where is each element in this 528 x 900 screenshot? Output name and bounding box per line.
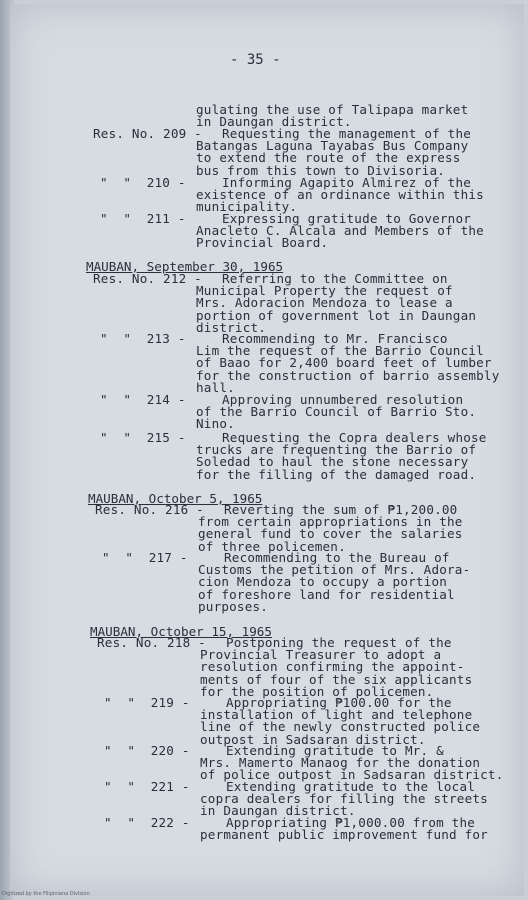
resolution-text-line: ments of four of the six applicants [200,671,473,687]
resolution-text-line: of three policemen. [198,538,346,554]
resolution-text-line: to extend the route of the express [196,150,461,166]
resolution-number: " " 210 - [100,175,186,190]
session-heading: MAUBAN, September 30, 1965 [86,259,284,274]
resolution-text-line: Mrs. Mamerto Manaog for the donation [200,755,481,771]
page-number: - 35 - [230,52,281,68]
resolution-text-line: line of the newly constructed police [200,719,481,735]
resolution-text-line: for the position of policemen. [200,683,434,699]
resolution-text-line: district. [196,319,267,335]
resolution-text-line: Lim the request of the Barrio Council [196,343,484,359]
resolution-text-line: trucks are frequenting the Barrio of [196,442,477,458]
resolution-text-line: Expressing gratitude to Governor [222,211,472,226]
resolution-text-line: portion of government lot in Daungan [196,307,477,323]
resolution-number: " " 221 - [104,779,190,794]
resolution-text-line: Anacleto C. Alcala and Members of the [196,223,484,239]
resolution-text-line: of foreshore land for residential [198,586,455,602]
resolution-text-line: Informing Agapito Almirez of the [222,175,472,190]
resolution-text-line: Requesting the management of the [222,126,472,141]
resolution-number: " " 222 - [104,815,190,830]
resolution-text-line: Provincial Treasurer to adopt a [200,647,442,663]
resolution-text-line: Municipal Property the request of [196,283,453,299]
resolution-text-line: existence of an ordinance within this [196,187,484,203]
resolution-text-line: of police outpost in Sadsaran district. [200,767,504,783]
resolution-text-line: bus from this town to Divisoria. [196,162,446,178]
resolution-text-line: cion Mendoza to occupy a portion [198,574,448,590]
resolution-text-line: Mrs. Adoracion Mendoza to lease a [196,295,453,311]
resolution-number: " " 220 - [104,743,190,758]
resolution-text-line: general fund to cover the salaries [198,526,463,542]
resolution-text-line: of Baao for 2,400 board feet of lumber [196,355,492,371]
resolution-number: " " 217 - [102,550,188,565]
continued-text-line: in Daungan district. [196,114,352,130]
resolution-text-line: hall. [196,379,235,395]
scan-footer: Digitized by the Filipiniana Division [2,891,90,897]
resolution-text-line: Recommending to the Bureau of [224,550,450,565]
resolution-text-line: Recommending to Mr. Francisco [222,331,448,346]
resolution-text-line: municipality. [196,199,298,215]
resolution-text-line: Requesting the Copra dealers whose [222,430,487,445]
resolution-number: " " 215 - [100,430,186,445]
resolution-text-line: for the construction of barrio assembly [196,367,500,383]
resolution-text-line: of the Barrio Council of Barrio Sto. [196,404,477,420]
continued-text-line: gulating the use of Talipapa market [196,102,469,117]
resolution-text-line: installation of light and telephone [200,707,473,723]
resolution-text-line: Nino. [196,416,235,432]
session-heading: MAUBAN, October 15, 1965 [90,624,272,639]
resolution-text-line: for the filling of the damaged road. [196,466,477,482]
resolution-text-line: Appropriating ₱1,000.00 from the [226,815,476,830]
resolution-text-line: Customs the petition of Mrs. Adora- [198,562,471,578]
resolution-number: Res. No. 209 - [93,126,202,141]
resolution-text-line: Extending gratitude to the local [226,779,476,794]
resolution-text-line: Batangas Laguna Tayabas Bus Company [196,138,469,154]
resolution-text-line: Referring to the Committee on [222,271,448,286]
resolution-text-line: purposes. [198,598,269,614]
resolution-text-line: in Daungan district. [200,803,356,819]
resolution-text-line: Extending gratitude to Mr. & [226,743,444,758]
resolution-number: " " 213 - [100,331,186,346]
resolution-text-line: Soledad to haul the stone necessary [196,454,469,470]
resolution-text-line: Provincial Board. [196,235,329,251]
resolution-text-line: resolution confirming the appoint- [200,659,465,675]
resolution-number: Res. No. 212 - [93,271,202,286]
resolution-number: Res. No. 216 - [95,502,204,517]
resolution-text-line: outpost in Sadsaran district. [200,731,426,747]
resolution-number: " " 211 - [100,211,186,226]
resolution-text-line: Reverting the sum of ₱1,200.00 [224,502,458,517]
resolution-text-line: copra dealers for filling the streets [200,791,488,807]
resolution-text-line: from certain appropriations in the [198,514,463,530]
session-heading: MAUBAN, October 5, 1965 [88,491,263,506]
resolution-number: " " 214 - [100,392,186,407]
resolution-text-line: Appropriating ₱100.00 for the [226,695,452,710]
resolution-number: " " 219 - [104,695,190,710]
resolution-number: Res. No. 218 - [97,635,206,650]
resolution-text-line: permanent public improvement fund for [200,827,488,843]
resolution-text-line: Approving unnumbered resolution [222,392,464,407]
resolution-text-line: Postponing the request of the [226,635,452,650]
